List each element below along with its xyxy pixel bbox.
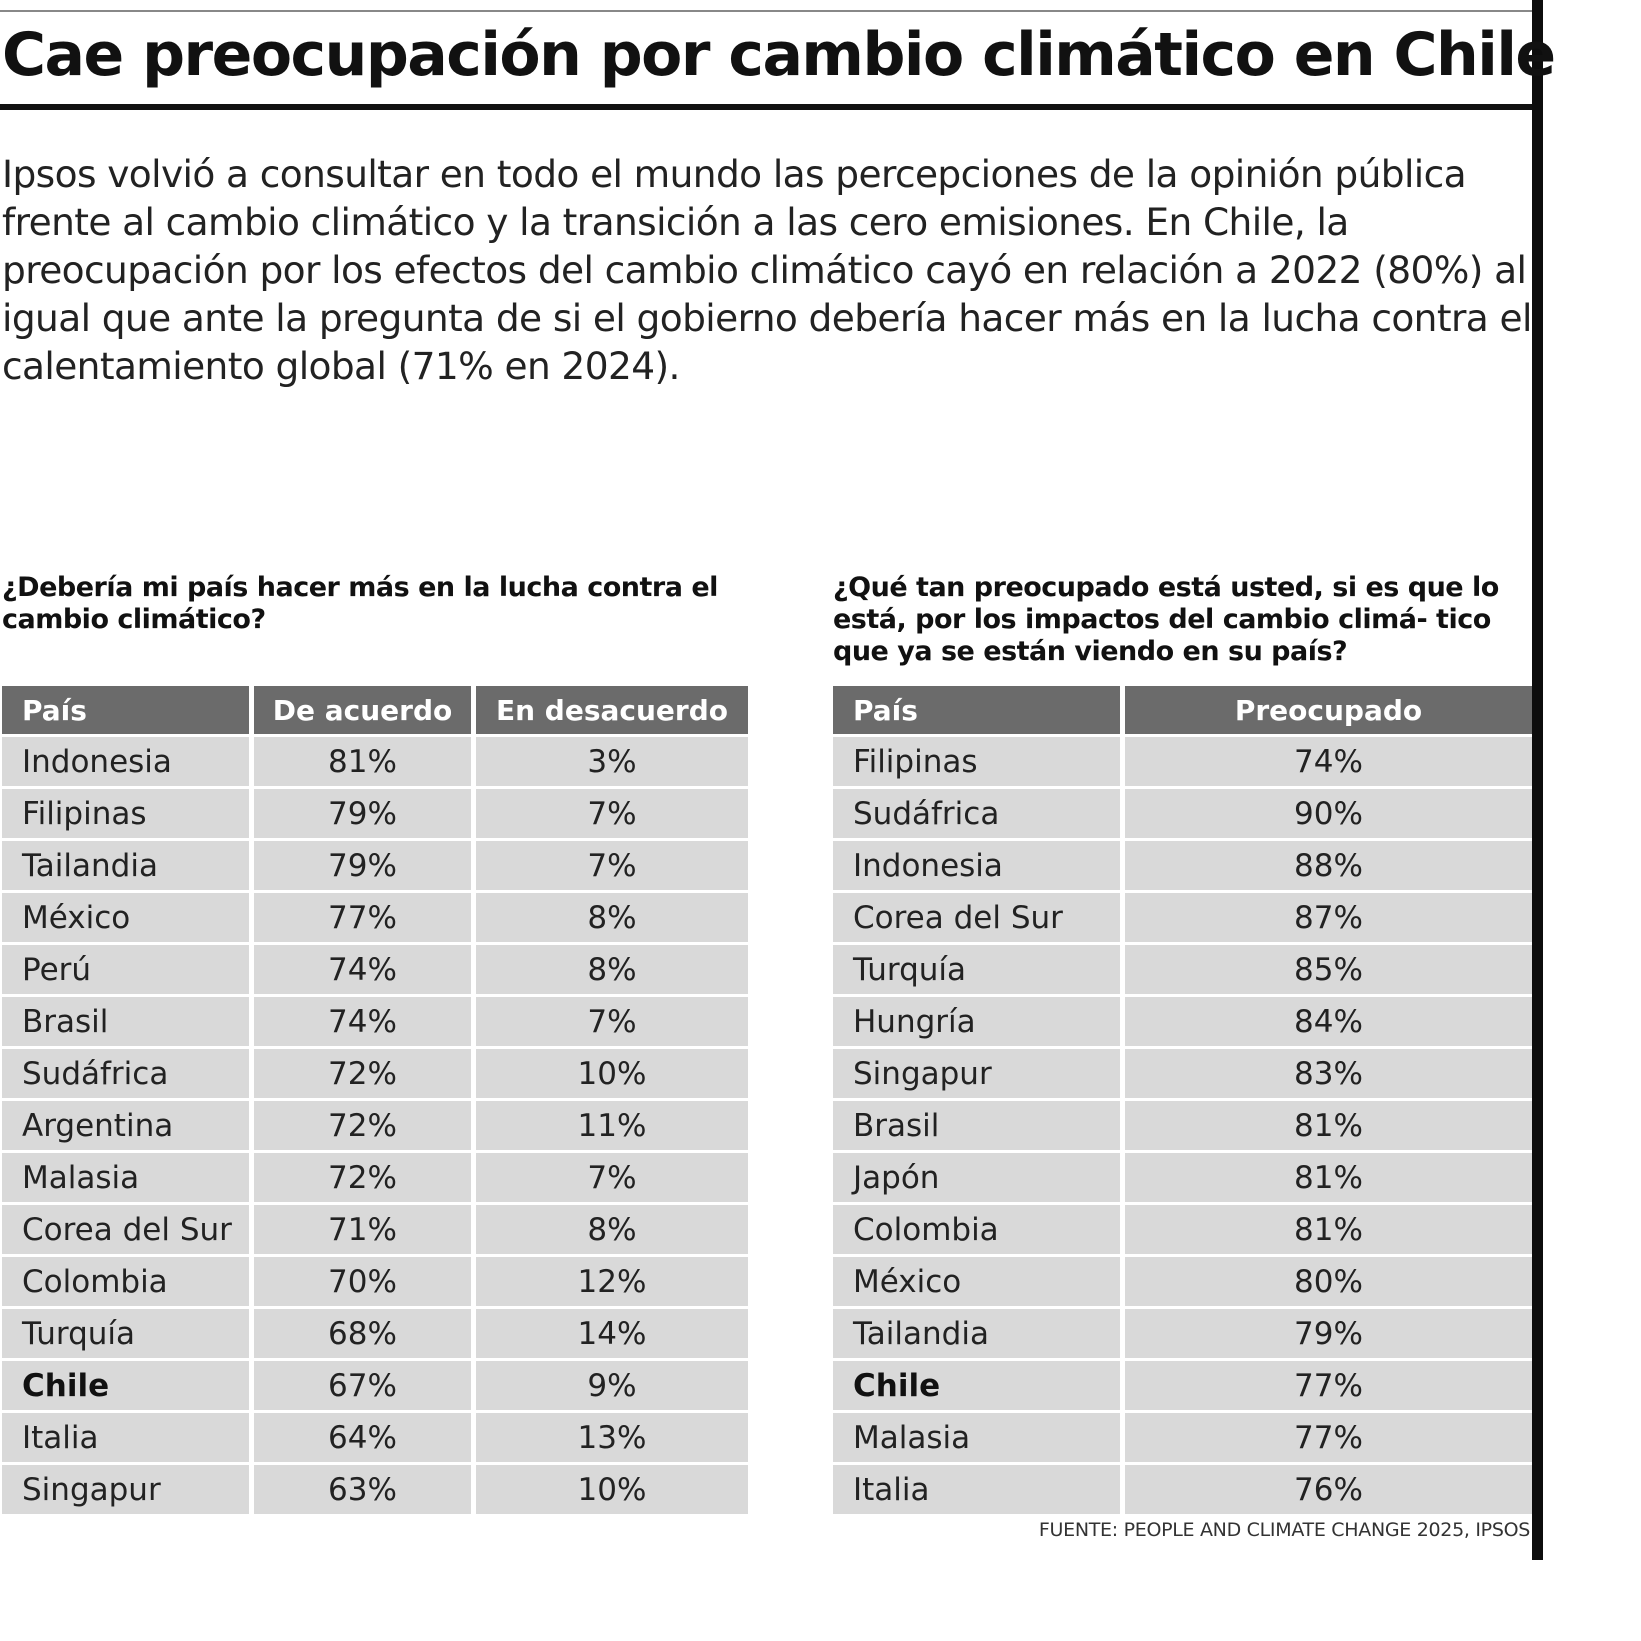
table-row bbox=[833, 997, 1532, 1049]
value-cell: 79% bbox=[1125, 1309, 1532, 1361]
country-cell: Brasil bbox=[2, 997, 254, 1049]
table-row bbox=[2, 789, 748, 841]
value-cell: 81% bbox=[254, 737, 476, 789]
value-cell: 85% bbox=[1125, 945, 1532, 997]
country-cell: Italia bbox=[2, 1413, 254, 1465]
value-cell: 76% bbox=[1125, 1465, 1532, 1514]
table-concern bbox=[833, 686, 1532, 1514]
table-header-row bbox=[2, 686, 748, 737]
page-title: Cae preocupación por cambio climático en Chile bbox=[2, 20, 1555, 90]
left-table-question: ¿Debería mi país hacer más en la lucha contra el cambio climático? bbox=[2, 572, 718, 635]
table-should-do-more bbox=[2, 686, 748, 1514]
country-cell: Indonesia bbox=[833, 841, 1125, 893]
value-cell: 70% bbox=[254, 1257, 476, 1309]
value-cell: 13% bbox=[476, 1413, 748, 1465]
value-cell: 74% bbox=[254, 945, 476, 997]
column-header-concerned: Preocupado bbox=[1125, 686, 1532, 737]
table-row bbox=[2, 1309, 748, 1361]
country-cell: Japón bbox=[833, 1153, 1125, 1205]
value-cell: 74% bbox=[254, 997, 476, 1049]
table-row bbox=[2, 1205, 748, 1257]
value-cell: 8% bbox=[476, 945, 748, 997]
table-body bbox=[2, 737, 748, 1514]
right-table-question: ¿Qué tan preocupado está usted, si es que lo está, por los impactos del cambio climá- tico que ya se están viendo en su país? bbox=[833, 572, 1499, 667]
country-cell: Chile bbox=[833, 1361, 1125, 1413]
table-row bbox=[833, 1205, 1532, 1257]
table-body bbox=[833, 737, 1532, 1514]
table-row bbox=[2, 1361, 748, 1413]
value-cell: 87% bbox=[1125, 893, 1532, 945]
value-cell: 8% bbox=[476, 893, 748, 945]
value-cell: 68% bbox=[254, 1309, 476, 1361]
country-cell: Perú bbox=[2, 945, 254, 997]
value-cell: 67% bbox=[254, 1361, 476, 1413]
value-cell: 63% bbox=[254, 1465, 476, 1514]
value-cell: 72% bbox=[254, 1101, 476, 1153]
table-row bbox=[2, 1153, 748, 1205]
country-cell: Turquía bbox=[2, 1309, 254, 1361]
value-cell: 71% bbox=[254, 1205, 476, 1257]
country-cell: Turquía bbox=[833, 945, 1125, 997]
value-cell: 11% bbox=[476, 1101, 748, 1153]
country-cell: Tailandia bbox=[833, 1309, 1125, 1361]
country-cell: Colombia bbox=[2, 1257, 254, 1309]
value-cell: 12% bbox=[476, 1257, 748, 1309]
source-note: FUENTE: PEOPLE AND CLIMATE CHANGE 2025, IPSOS bbox=[1038, 1519, 1530, 1541]
value-cell: 8% bbox=[476, 1205, 748, 1257]
value-cell: 77% bbox=[1125, 1361, 1532, 1413]
table-row bbox=[833, 789, 1532, 841]
country-cell: Chile bbox=[2, 1361, 254, 1413]
table-row bbox=[833, 1309, 1532, 1361]
country-cell: Indonesia bbox=[2, 737, 254, 789]
value-cell: 9% bbox=[476, 1361, 748, 1413]
table-row bbox=[833, 1049, 1532, 1101]
value-cell: 79% bbox=[254, 789, 476, 841]
table-row bbox=[833, 737, 1532, 789]
country-cell: Corea del Sur bbox=[2, 1205, 254, 1257]
country-cell: Malasia bbox=[2, 1153, 254, 1205]
value-cell: 7% bbox=[476, 997, 748, 1049]
country-cell: Singapur bbox=[2, 1465, 254, 1514]
column-header-country: País bbox=[833, 686, 1125, 737]
value-cell: 77% bbox=[1125, 1413, 1532, 1465]
value-cell: 81% bbox=[1125, 1101, 1532, 1153]
table-row bbox=[2, 737, 748, 789]
table-row bbox=[2, 1257, 748, 1309]
table-row bbox=[2, 841, 748, 893]
table-header-row bbox=[833, 686, 1532, 737]
value-cell: 7% bbox=[476, 1153, 748, 1205]
table-row bbox=[833, 1257, 1532, 1309]
value-cell: 79% bbox=[254, 841, 476, 893]
country-cell: Hungría bbox=[833, 997, 1125, 1049]
country-cell: Italia bbox=[833, 1465, 1125, 1514]
table-row bbox=[833, 1361, 1532, 1413]
country-cell: Tailandia bbox=[2, 841, 254, 893]
table-row bbox=[833, 841, 1532, 893]
table-row bbox=[833, 1465, 1532, 1514]
table-row bbox=[833, 1153, 1532, 1205]
value-cell: 74% bbox=[1125, 737, 1532, 789]
country-cell: Malasia bbox=[833, 1413, 1125, 1465]
value-cell: 14% bbox=[476, 1309, 748, 1361]
value-cell: 10% bbox=[476, 1465, 748, 1514]
table-row bbox=[833, 893, 1532, 945]
value-cell: 84% bbox=[1125, 997, 1532, 1049]
value-cell: 3% bbox=[476, 737, 748, 789]
value-cell: 80% bbox=[1125, 1257, 1532, 1309]
country-cell: Colombia bbox=[833, 1205, 1125, 1257]
country-cell: Filipinas bbox=[833, 737, 1125, 789]
value-cell: 90% bbox=[1125, 789, 1532, 841]
top-rule bbox=[0, 10, 1532, 12]
column-header-country: País bbox=[2, 686, 254, 737]
country-cell: Filipinas bbox=[2, 789, 254, 841]
value-cell: 72% bbox=[254, 1049, 476, 1101]
table-row bbox=[833, 945, 1532, 997]
value-cell: 7% bbox=[476, 841, 748, 893]
country-cell: Sudáfrica bbox=[833, 789, 1125, 841]
country-cell: Argentina bbox=[2, 1101, 254, 1153]
country-cell: México bbox=[833, 1257, 1125, 1309]
table-row bbox=[2, 1413, 748, 1465]
title-underline bbox=[0, 104, 1532, 110]
table-row bbox=[2, 893, 748, 945]
table-row bbox=[833, 1101, 1532, 1153]
value-cell: 72% bbox=[254, 1153, 476, 1205]
value-cell: 83% bbox=[1125, 1049, 1532, 1101]
value-cell: 81% bbox=[1125, 1205, 1532, 1257]
column-header-disagree: En desacuerdo bbox=[476, 686, 748, 737]
country-cell: Singapur bbox=[833, 1049, 1125, 1101]
table-row bbox=[2, 1049, 748, 1101]
table-row bbox=[2, 997, 748, 1049]
value-cell: 77% bbox=[254, 893, 476, 945]
country-cell: Brasil bbox=[833, 1101, 1125, 1153]
table-row bbox=[833, 1413, 1532, 1465]
country-cell: Sudáfrica bbox=[2, 1049, 254, 1101]
table-row bbox=[2, 1101, 748, 1153]
intro-paragraph: Ipsos volvió a consultar en todo el mundo las percepciones de la opinión pública frente al cambio climático y la transición a las cero emisiones. En Chile, la preocupación por los efectos del cambio climático cayó en relación a 2022 (80%) al igual que ante la pregunta de si el gobierno debería hacer más en la lucha contra el calentamiento global (71% en 2024). bbox=[2, 152, 1532, 388]
column-header-agree: De acuerdo bbox=[254, 686, 476, 737]
value-cell: 88% bbox=[1125, 841, 1532, 893]
value-cell: 10% bbox=[476, 1049, 748, 1101]
right-border-rule bbox=[1532, 0, 1543, 1560]
value-cell: 81% bbox=[1125, 1153, 1532, 1205]
value-cell: 7% bbox=[476, 789, 748, 841]
table-row bbox=[2, 945, 748, 997]
country-cell: México bbox=[2, 893, 254, 945]
table-row bbox=[2, 1465, 748, 1514]
value-cell: 64% bbox=[254, 1413, 476, 1465]
country-cell: Corea del Sur bbox=[833, 893, 1125, 945]
